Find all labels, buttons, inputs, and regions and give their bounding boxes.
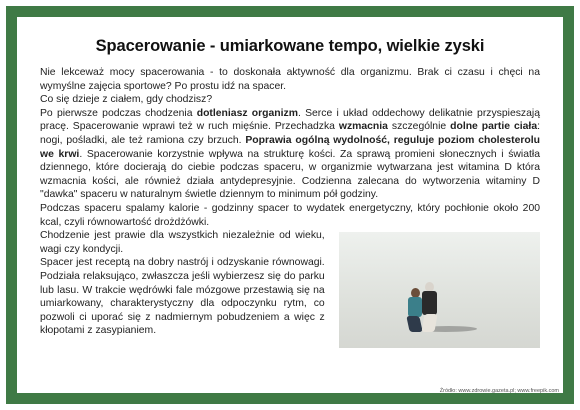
- bold-span: wzmacnia: [338, 121, 388, 133]
- text-span: : nogi, pośladki, ale też ramiona czy brzuch.: [40, 121, 540, 146]
- walking-couple-photo: [339, 232, 540, 348]
- question-line: Co się dzieje z ciałem, gdy chodzisz?: [40, 94, 213, 106]
- photo-person-1-body: [408, 297, 422, 317]
- green-frame: [6, 6, 574, 404]
- text-span: . Spacerowanie korzystnie wpływa na strukturę kości. Za sprawą promieni słonecznych i światła dziennego, które docierają do ciebie podczas spaceru, w organizmie wytwarzana jest witamina D która wzmacnia kości, ale również działa antydepresyjnie. Codzienna zalecana do wytworzenia witaminy D "dawka" spaceru w naturalnym świetle dziennym to minimum pół godziny.: [40, 148, 540, 201]
- bottom-row: [40, 229, 540, 348]
- content: [17, 17, 563, 393]
- calories-paragraph: Podczas spaceru spalamy kalorie - godzinny spacer to wydatek energetyczny, który pochłonie około 200 kcal, czyli równowartość drożdżówki.: [40, 202, 540, 228]
- photo-person-2-body: [422, 291, 437, 315]
- page-title: Spacerowanie - umiarkowane tempo, wielkie zyski: [95, 37, 485, 55]
- body-paragraph-benefits: [40, 107, 540, 202]
- mood-paragraph: Spacer jest receptą na dobry nastrój i odzyskanie równowagi. Podziała relaksująco, zwłaszcza jeśli wybierzesz się do parku lub lasu. W trakcie wędrówki fale mózgowe przestawią się na umiarkowany, charakterystyczny dla odpoczynku rytm, co pozwoli ci uporać się z nadmiernym pobudzeniem a więc z kłopotami z zasypianiem.: [40, 257, 325, 337]
- bold-span: Poprawia ogólną wydolność, reguluje poziom cholesterolu we krwi: [40, 134, 540, 160]
- text-span: . Serce i układ oddechowy delikatnie przyspieszają pracę. Spacerowanie wprawi też w ruch mięśnie. Przechadzka: [40, 107, 540, 133]
- bold-span: dotleniasz organizm: [196, 107, 298, 119]
- everyone-paragraph: Chodzenie jest prawie dla wszystkich niezależnie od wieku, wagi czy kondycji.: [40, 230, 325, 255]
- bottom-text: [40, 229, 325, 348]
- source-caption: Źródło: www.zdrowie.gazeta.pl; www.freepik.com: [439, 388, 559, 394]
- intro-paragraph: Nie lekceważ mocy spacerowania - to doskonała aktywność dla organizmu. Brak ci czasu i chęci na wymyślne zajęcia sportowe? Po prostu idź na spacer.: [40, 67, 540, 92]
- text-span: Po pierwsze podczas chodzenia: [40, 107, 197, 119]
- bold-span: dolne partie ciała: [450, 121, 538, 133]
- photo-person-1-legs: [406, 316, 422, 332]
- text-span: szczególnie: [387, 121, 451, 133]
